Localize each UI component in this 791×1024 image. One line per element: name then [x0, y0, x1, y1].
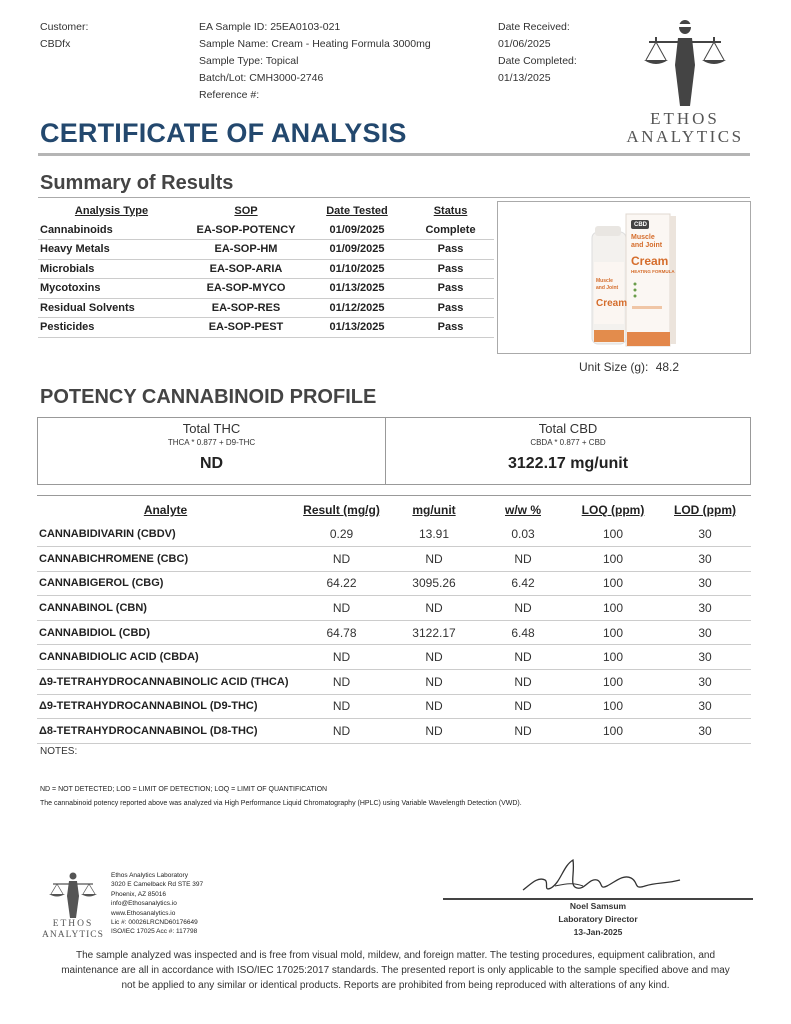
analyte-mg-unit: ND: [389, 719, 479, 744]
potency-title: POTENCY CANNABINOID PROFILE: [40, 386, 377, 408]
analyte-row: [37, 719, 751, 744]
analyte-result: 0.29: [294, 522, 389, 547]
col-analyte: Analyte: [143, 503, 188, 517]
notes-legend: ND = NOT DETECTED; LOD = LIMIT OF DETECTION; LOQ = LIMIT OF QUANTIFICATION: [40, 786, 328, 793]
total-thc-formula: THCA * 0.877 + D9-THC: [167, 438, 256, 447]
date-tested: 01/13/2025: [307, 318, 407, 338]
date-tested: 01/10/2025: [307, 259, 407, 279]
unit-size-label: Unit Size (g):: [579, 360, 649, 374]
col-ww: w/w %: [504, 503, 541, 517]
analyte-name: CANNABIDIOLIC ACID (CBDA): [37, 645, 294, 670]
summary-row: [38, 259, 494, 279]
status: Pass: [407, 259, 494, 279]
analyte-result: ND: [294, 596, 389, 621]
lab-logo: [35, 868, 111, 942]
summary-col-analysis-type: Analysis Type: [74, 204, 149, 217]
product-line2: and Joint: [631, 242, 663, 249]
title-divider: [38, 153, 750, 156]
total-cbd-panel: [386, 418, 750, 484]
col-result: Result (mg/g): [303, 503, 380, 517]
analyte-loq: 100: [567, 694, 659, 719]
customer-value: CBDfx: [40, 38, 71, 50]
analyte-mg-unit: 3095.26: [389, 571, 479, 596]
summary-col-date-tested: Date Tested: [326, 204, 388, 217]
analyte-loq: 100: [567, 547, 659, 572]
status: Pass: [407, 318, 494, 338]
analyte-loq: 100: [567, 645, 659, 670]
status: Pass: [407, 279, 494, 299]
analyte-row: [37, 571, 751, 596]
analysis-type: Pesticides: [38, 318, 185, 338]
signature-image: [515, 856, 685, 898]
total-thc-label: Total THC: [182, 421, 241, 436]
bottle-line2: and Joint: [596, 285, 619, 291]
analyte-name: Δ9-TETRAHYDROCANNABINOL (D9-THC): [37, 694, 294, 719]
analyte-lod: 30: [659, 645, 751, 670]
total-cbd-label: Total CBD: [538, 421, 598, 436]
sop: EA-SOP-RES: [185, 298, 307, 318]
date-tested: 01/09/2025: [307, 240, 407, 260]
summary-row: [38, 318, 494, 338]
justice-scales-icon: [35, 868, 111, 920]
analyte-result: ND: [294, 719, 389, 744]
dates-block: [498, 19, 577, 87]
footer-line-3: not be applied to any similar or identical products. Reports are prohibited from being reproduced with alterations of any kind.: [121, 980, 670, 991]
analyte-ww: ND: [479, 596, 567, 621]
sop: EA-SOP-MYCO: [185, 279, 307, 299]
analyte-loq: 100: [567, 620, 659, 645]
customer-label: Customer:: [40, 21, 89, 33]
analyte-lod: 30: [659, 620, 751, 645]
analyte-ww: 0.03: [479, 522, 567, 547]
col-lod: LOD (ppm): [674, 503, 736, 517]
lab-name: Ethos Analytics Laboratory: [111, 872, 188, 879]
sample-info-block: [199, 19, 431, 104]
lab-email: info@Ethosanalytics.io: [111, 900, 177, 908]
date-received-value: 01/06/2025: [498, 38, 551, 50]
date-completed-value: 01/13/2025: [498, 72, 551, 84]
sop: EA-SOP-ARIA: [185, 259, 307, 279]
unit-size: [579, 360, 679, 374]
analyte-lod: 30: [659, 596, 751, 621]
analyte-result: ND: [294, 694, 389, 719]
summary-header-row: [38, 201, 494, 220]
analysis-type: Residual Solvents: [38, 298, 185, 318]
page-title: CERTIFICATE OF ANALYSIS: [40, 118, 407, 148]
date-completed-label: Date Completed:: [498, 55, 577, 67]
analyte-mg-unit: ND: [389, 547, 479, 572]
date-tested: 01/09/2025: [307, 220, 407, 240]
footer-disclaimer: [30, 948, 761, 993]
total-thc-panel: [38, 418, 386, 484]
product-brand: CBD: [634, 222, 647, 228]
analyte-name: CANNABINOL (CBN): [37, 596, 294, 621]
analyte-mg-unit: ND: [389, 645, 479, 670]
analyte-result: 64.22: [294, 571, 389, 596]
product-image: [497, 201, 751, 354]
potency-summary-box: [37, 417, 751, 485]
signer-title: Laboratory Director: [558, 914, 638, 924]
summary-col-sop: SOP: [234, 204, 258, 217]
analyte-ww: 6.48: [479, 620, 567, 645]
analyte-mg-unit: ND: [389, 596, 479, 621]
summary-table: [38, 201, 494, 338]
analyte-ww: 6.42: [479, 571, 567, 596]
lab-logo-analytics: ANALYTICS: [42, 930, 104, 940]
analyte-ww: ND: [479, 547, 567, 572]
col-mg-unit: mg/unit: [412, 503, 456, 517]
lab-website: www.Ethosanalytics.io: [111, 909, 176, 917]
date-tested: 01/12/2025: [307, 298, 407, 318]
analytes-header-row: [37, 498, 751, 522]
analyte-result: 64.78: [294, 620, 389, 645]
analyte-loq: 100: [567, 670, 659, 695]
analyte-name: CANNABIDIOL (CBD): [37, 620, 294, 645]
logo-analytics-text: ANALYTICS: [626, 127, 744, 146]
product-line1: Muscle: [631, 234, 655, 241]
date-tested: 01/13/2025: [307, 279, 407, 299]
total-cbd-formula: CBDA * 0.877 + CBD: [530, 438, 606, 447]
analysis-type: Mycotoxins: [38, 279, 185, 299]
analyte-ww: ND: [479, 694, 567, 719]
footer-line-2: maintenance are all in accordance with ISO/IEC 17025:2017 standards. The presented report is only applicable to the sample specified above and may: [61, 965, 730, 976]
summary-row: [38, 240, 494, 260]
summary-col-status: Status: [433, 204, 468, 217]
bottle-name: Cream: [596, 298, 628, 309]
status: Pass: [407, 298, 494, 318]
analyte-loq: 100: [567, 571, 659, 596]
analyte-result: ND: [294, 670, 389, 695]
logo-ethos-text: ETHOS: [650, 109, 720, 128]
analyte-name: Δ8-TETRAHYDROCANNABINOL (D8-THC): [37, 719, 294, 744]
analyte-name: CANNABICHROMENE (CBC): [37, 547, 294, 572]
total-thc-value: ND: [199, 455, 224, 472]
analyte-loq: 100: [567, 719, 659, 744]
analyte-row: [37, 694, 751, 719]
lab-street: 3020 E Camelback Rd STE 397: [111, 881, 204, 889]
lab-logo-ethos: ETHOS: [52, 919, 94, 929]
analyte-mg-unit: ND: [389, 694, 479, 719]
bottle-line1: Muscle: [596, 278, 613, 284]
total-cbd-value: 3122.17 mg/unit: [507, 455, 629, 472]
justice-scales-icon: [620, 10, 750, 108]
batch-lot: Batch/Lot: CMH3000-2746: [199, 72, 324, 84]
analyte-lod: 30: [659, 670, 751, 695]
analyte-ww: ND: [479, 719, 567, 744]
analyte-loq: 100: [567, 596, 659, 621]
notes-label: NOTES:: [40, 746, 78, 757]
analyte-lod: 30: [659, 547, 751, 572]
status: Complete: [407, 220, 494, 240]
analyte-row: [37, 645, 751, 670]
summary-row: [38, 279, 494, 299]
summary-title: Summary of Results: [40, 172, 234, 194]
sop: EA-SOP-POTENCY: [185, 220, 307, 240]
signature-date: 13-Jan-2025: [573, 927, 623, 937]
notes-method: The cannabinoid potency reported above was analyzed via High Performance Liquid Chromatography (HPLC) using Variable Wavelength Detection (VWD).: [40, 800, 522, 807]
lab-license: Lic #: 00026LRCND60176649: [111, 919, 198, 927]
ethos-logo: [620, 10, 750, 150]
sop: EA-SOP-HM: [185, 240, 307, 260]
analyte-result: ND: [294, 547, 389, 572]
analyte-row: [37, 620, 751, 645]
product-sub: HEATING FORMULA: [631, 269, 675, 274]
analyte-name: CANNABIGEROL (CBG): [37, 571, 294, 596]
analyte-ww: ND: [479, 670, 567, 695]
analyte-mg-unit: 3122.17: [389, 620, 479, 645]
analyte-lod: 30: [659, 694, 751, 719]
analyte-loq: 100: [567, 522, 659, 547]
analytes-table: [37, 498, 751, 744]
date-received-label: Date Received:: [498, 21, 570, 33]
lab-address: [111, 871, 203, 937]
analyte-ww: ND: [479, 645, 567, 670]
col-loq: LOQ (ppm): [581, 503, 645, 517]
summary-row: [38, 298, 494, 318]
signature-line: [443, 898, 753, 900]
footer-line-1: The sample analyzed was inspected and is free from visual mold, mildew, and foreign matter. The testing procedures, equipment calibration, and: [75, 950, 716, 961]
product-name: Cream: [631, 254, 669, 268]
sample-name: Sample Name: Cream - Heating Formula 3000mg: [199, 38, 431, 50]
analytes-divider: [37, 495, 751, 496]
analyte-lod: 30: [659, 571, 751, 596]
signer-name: Noel Samsum: [569, 901, 627, 911]
analysis-type: Heavy Metals: [38, 240, 185, 260]
unit-size-value: 48.2: [655, 360, 680, 374]
analyte-name: Δ9-TETRAHYDROCANNABINOLIC ACID (THCA): [37, 670, 294, 695]
analysis-type: Cannabinoids: [38, 220, 185, 240]
customer-block: [40, 19, 88, 53]
analyte-row: [37, 670, 751, 695]
analyte-row: [37, 547, 751, 572]
analysis-type: Microbials: [38, 259, 185, 279]
sop: EA-SOP-PEST: [185, 318, 307, 338]
analyte-row: [37, 522, 751, 547]
sample-id: EA Sample ID: 25EA0103-021: [199, 21, 341, 33]
product-photo: [498, 202, 750, 353]
summary-row: [38, 220, 494, 240]
analyte-row: [37, 596, 751, 621]
reference-number: Reference #:: [199, 89, 260, 101]
analyte-mg-unit: 13.91: [389, 522, 479, 547]
analyte-result: ND: [294, 645, 389, 670]
status: Pass: [407, 240, 494, 260]
summary-divider: [38, 197, 750, 198]
analyte-lod: 30: [659, 719, 751, 744]
sample-type: Sample Type: Topical: [199, 55, 299, 67]
analyte-lod: 30: [659, 522, 751, 547]
analyte-name: CANNABIDIVARIN (CBDV): [37, 522, 294, 547]
lab-iso: ISO/IEC 17025 Acc #: 117798: [111, 928, 198, 936]
analyte-mg-unit: ND: [389, 670, 479, 695]
lab-city: Phoenix, AZ 85016: [111, 890, 166, 898]
